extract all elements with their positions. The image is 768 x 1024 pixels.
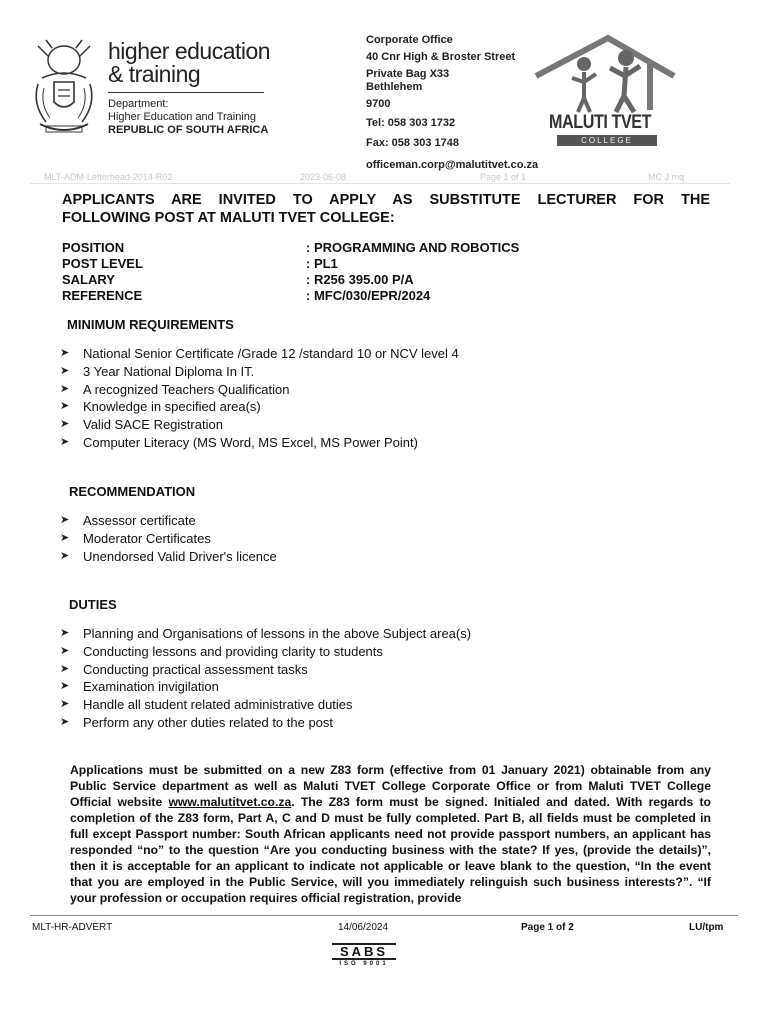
post-details — [62, 240, 519, 304]
faint-letterhead-ref: MLT-ADM-Letterhead-2014-R02 — [44, 172, 173, 182]
advert-title — [62, 191, 710, 227]
list-item: ➤ Planning and Organisations of lessons in the above Subject area(s) — [60, 626, 472, 641]
list-item: ➤ Unendorsed Valid Driver's licence — [60, 548, 277, 564]
list-item: ➤ Handle all student related administrative duties — [60, 697, 353, 713]
arrow-bullet-icon: ➤ — [60, 549, 70, 562]
list-item: ➤ Knowledge in specified area(s) — [60, 399, 261, 415]
arrow-bullet-icon: ➤ — [60, 644, 70, 657]
arrow-bullet-icon: ➤ — [60, 418, 70, 431]
arrow-bullet-icon: ➤ — [60, 531, 70, 544]
detail-label: POST LEVEL — [62, 256, 143, 271]
list-item: ➤ A recognized Teachers Qualification — [60, 381, 290, 397]
faint-letterhead-page: Page 1 of 1 — [480, 172, 527, 182]
dept-label: Department: — [108, 98, 169, 110]
detail-label: SALARY — [62, 272, 115, 287]
arrow-bullet-icon: ➤ — [60, 364, 70, 377]
duties-heading: DUTIES — [69, 597, 117, 612]
department-logo-text — [108, 40, 270, 137]
arrow-bullet-icon: ➤ — [60, 627, 70, 639]
corp-postal: 9700 — [366, 98, 391, 110]
corporate-office-address — [366, 32, 538, 177]
list-item: ➤ Computer Literacy (MS Word, MS Excel, MS Power Point) — [60, 434, 418, 450]
detail-value: : MFC/030/EPR/2024 — [306, 288, 431, 303]
list-item: ➤ Conducting lessons and providing clarity to students — [60, 643, 383, 659]
detail-row — [62, 240, 519, 256]
recommendation-list — [60, 512, 277, 565]
list-item: ➤ Examination invigilation — [60, 679, 219, 695]
arrow-bullet-icon: ➤ — [60, 662, 70, 675]
maluti-logo-name: MALUTI TVET — [549, 112, 652, 133]
arrow-bullet-icon: ➤ — [60, 514, 70, 526]
detail-label: REFERENCE — [62, 288, 143, 303]
duties-list — [60, 625, 471, 732]
corp-address2: Private Bag X33 — [366, 68, 450, 80]
dept-logo-line1: higher education — [108, 38, 271, 64]
maluti-logo-sub: COLLEGE — [557, 135, 657, 146]
arrow-bullet-icon: ➤ — [60, 698, 70, 711]
advert-title-line2: FOLLOWING POST AT MALUTI TVET COLLEGE: — [62, 210, 395, 226]
list-item: ➤ Assessor certificate — [60, 513, 196, 528]
min-req-list — [60, 345, 459, 452]
footer-rule — [30, 915, 738, 916]
corp-title: Corporate Office — [366, 34, 453, 46]
dept-logo-rule — [108, 92, 264, 93]
arrow-bullet-icon: ➤ — [60, 347, 70, 359]
corp-address1: 40 Cnr High & Broster Street — [366, 51, 516, 63]
sabs-iso: ISO 9001 — [339, 961, 389, 967]
application-instructions: Applications must be submitted on a new Z83 form (effective from 01 January 2021) obtainable from any Public Service department as well as Maluti TVET College Corporate Office or from Maluti TVET College Official website www.malutitvet.co.za. The Z83 form must be signed. Initialed and dated. With regards to completion of the Z83 form, Part A, C and D must be fully completed. Part B, all fields must be completed in full except Passport number: South African applicants need not provide passport numbers, an applicant has responded “no” to the question “Are you conducting business with the state? If yes, (provide the details)”, then it is acceptable for an applicant to indicate not applicable or leave blank to the question, “In the event that you are employed in the Public Service, will you immediately relinguish such business interests?”. “If your profession or occupation requires official registration, provide — [70, 763, 711, 905]
corp-fax: Fax: 058 303 1748 — [366, 137, 459, 149]
sabs-iso-logo — [332, 943, 396, 968]
arrow-bullet-icon: ➤ — [60, 680, 70, 693]
footer-ref: MLT-HR-ADVERT — [32, 922, 113, 933]
detail-row — [62, 256, 519, 272]
footer-initials: LU/tpm — [689, 922, 724, 933]
faint-letterhead-rule — [30, 183, 730, 184]
college-website-link[interactable]: www.malutitvet.co.za — [168, 795, 292, 809]
list-item: ➤ Conducting practical assessment tasks — [60, 661, 308, 677]
advert-title-line1: APPLICANTS ARE INVITED TO APPLY AS SUBSTITUTE LECTURER FOR THE — [62, 192, 710, 208]
detail-value: : PROGRAMMING AND ROBOTICS — [306, 240, 520, 255]
detail-row — [62, 288, 519, 304]
coat-of-arms-icon — [28, 38, 100, 138]
recommendation-heading: RECOMMENDATION — [69, 484, 196, 499]
list-item: ➤ Moderator Certificates — [60, 530, 211, 546]
sabs-mark: SABS — [332, 943, 396, 960]
corp-tel: Tel: 058 303 1732 — [366, 117, 456, 129]
list-item: ➤ 3 Year National Diploma In IT. — [60, 363, 255, 379]
faint-letterhead-date: 2023-06-08 — [300, 172, 347, 182]
corp-email: officeman.corp@malutitvet.co.za — [366, 159, 539, 171]
dept-country: REPUBLIC OF SOUTH AFRICA — [108, 124, 269, 136]
dept-name: Higher Education and Training — [108, 111, 256, 123]
detail-value: : PL1 — [306, 256, 338, 271]
list-item: ➤ Valid SACE Registration — [60, 417, 223, 433]
corp-address3: Bethlehem — [366, 81, 423, 93]
arrow-bullet-icon: ➤ — [60, 715, 70, 728]
arrow-bullet-icon: ➤ — [60, 435, 70, 448]
min-req-heading: MINIMUM REQUIREMENTS — [67, 317, 234, 332]
faint-letterhead-initials: MC J mq — [648, 172, 684, 182]
footer-date: 14/06/2024 — [338, 922, 389, 933]
footer-page: Page 1 of 2 — [521, 922, 574, 933]
dept-logo-line2: & training — [108, 61, 201, 87]
detail-value: : R256 395.00 P/A — [306, 272, 414, 287]
detail-label: POSITION — [62, 240, 125, 255]
detail-row — [62, 272, 519, 288]
arrow-bullet-icon: ➤ — [60, 382, 70, 395]
list-item: ➤ Perform any other duties related to the post — [60, 714, 334, 730]
list-item: ➤ National Senior Certificate /Grade 12 /standard 10 or NCV level 4 — [60, 346, 459, 361]
arrow-bullet-icon: ➤ — [60, 400, 70, 413]
